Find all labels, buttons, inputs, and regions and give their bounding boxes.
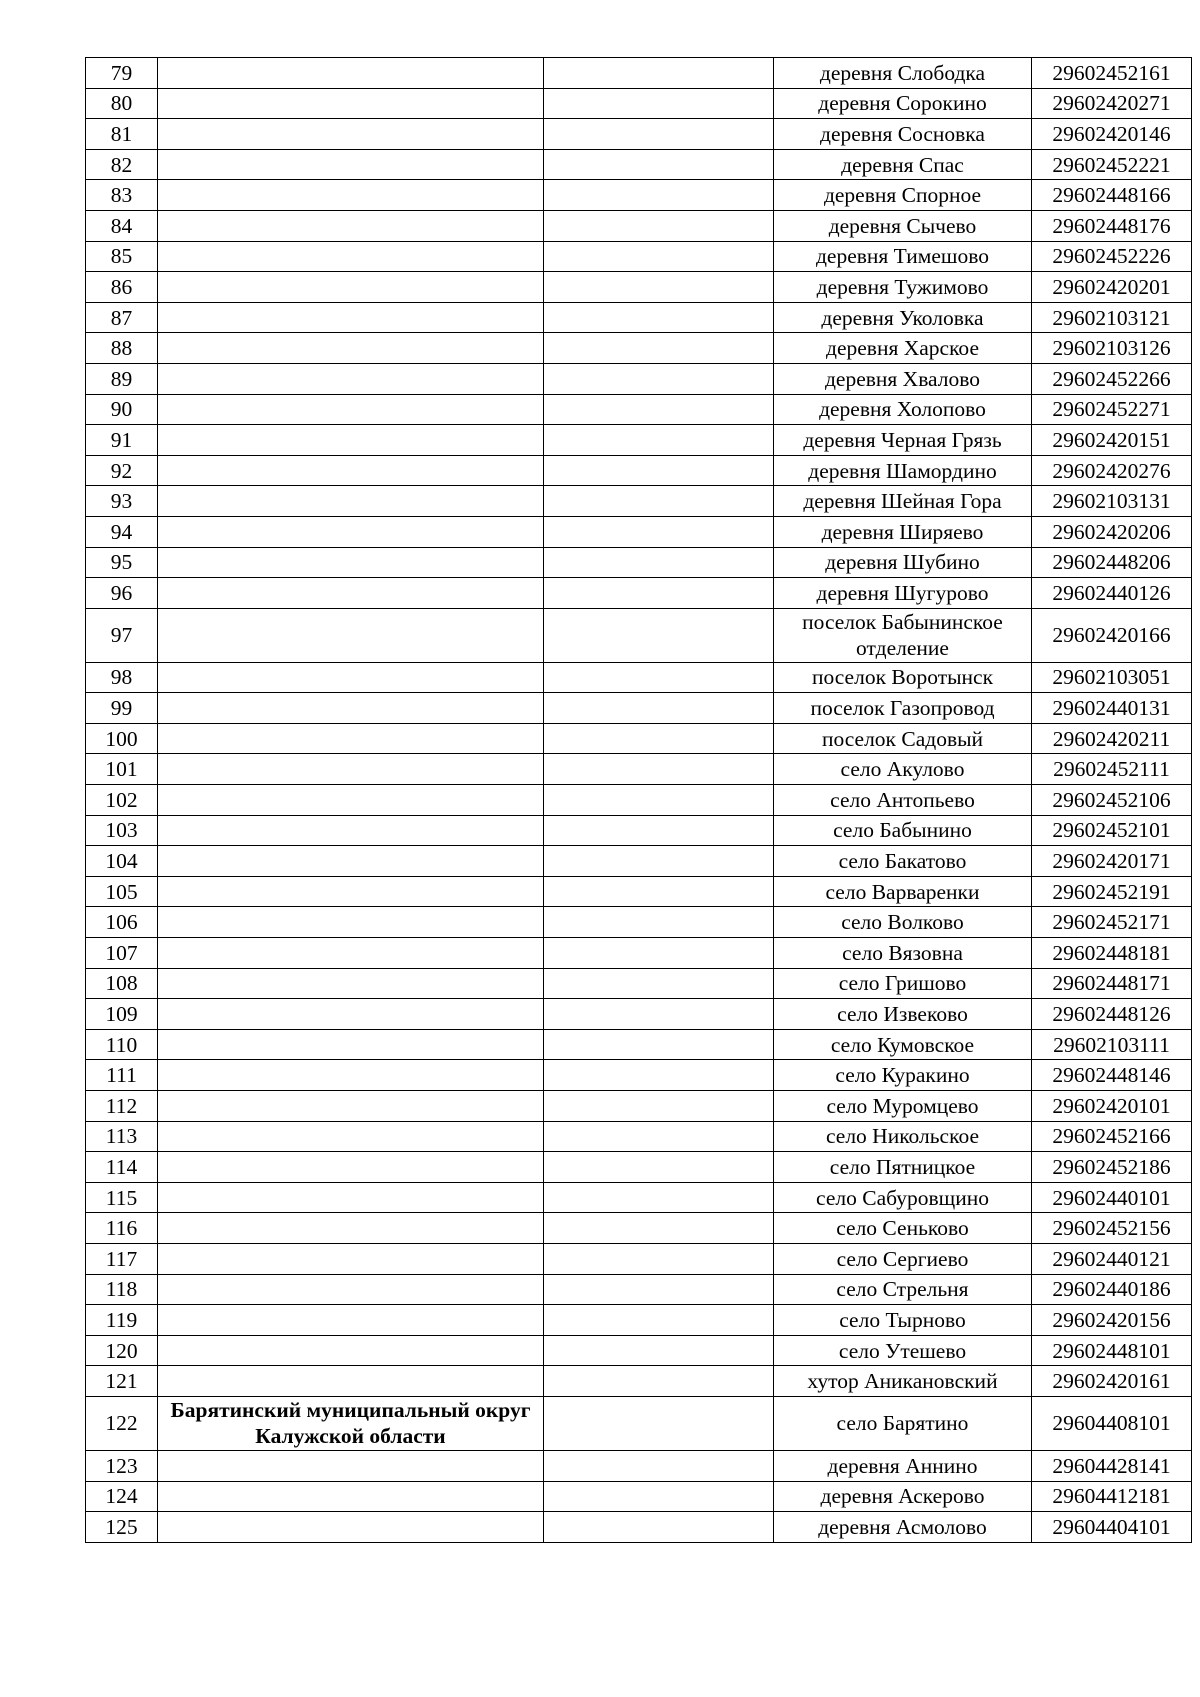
table-row	[86, 785, 1192, 816]
municipality-cell: Барятинский муниципальный округ Калужской области	[158, 1396, 544, 1450]
oktmo-code-cell: 29602103131	[1032, 486, 1192, 517]
municipality-cell	[158, 693, 544, 724]
row-number-cell: 89	[86, 363, 158, 394]
settlement-name-cell: село Извеково	[774, 999, 1032, 1030]
oktmo-code-cell: 29602420151	[1032, 425, 1192, 456]
row-number-cell: 124	[86, 1481, 158, 1512]
oktmo-code-cell: 29602420101	[1032, 1091, 1192, 1122]
oktmo-code-cell: 29602440121	[1032, 1243, 1192, 1274]
municipality-cell	[158, 302, 544, 333]
settlement-name-cell: деревня Шейная Гора	[774, 486, 1032, 517]
oktmo-code-cell: 29602420271	[1032, 88, 1192, 119]
settlement-name-cell: село Пятницкое	[774, 1152, 1032, 1183]
empty-cell	[544, 578, 774, 609]
oktmo-code-cell: 29602448126	[1032, 999, 1192, 1030]
municipality-cell	[158, 425, 544, 456]
oktmo-code-cell: 29602452101	[1032, 815, 1192, 846]
table-row	[86, 547, 1192, 578]
row-number-cell: 101	[86, 754, 158, 785]
municipality-cell	[158, 1335, 544, 1366]
municipality-cell	[158, 938, 544, 969]
table-row	[86, 1243, 1192, 1274]
oktmo-code-cell: 29602448176	[1032, 210, 1192, 241]
empty-cell	[544, 1450, 774, 1481]
municipality-cell	[158, 272, 544, 303]
municipality-cell	[158, 846, 544, 877]
empty-cell	[544, 1029, 774, 1060]
settlement-name-cell: село Никольское	[774, 1121, 1032, 1152]
municipality-cell	[158, 149, 544, 180]
row-number-cell: 115	[86, 1182, 158, 1213]
settlement-name-cell: деревня Асмолово	[774, 1512, 1032, 1543]
municipality-cell	[158, 1213, 544, 1244]
oktmo-code-cell: 29602440186	[1032, 1274, 1192, 1305]
empty-cell	[544, 907, 774, 938]
oktmo-code-cell: 29602452111	[1032, 754, 1192, 785]
oktmo-code-cell: 29602452106	[1032, 785, 1192, 816]
oktmo-code-cell: 29602452186	[1032, 1152, 1192, 1183]
oktmo-code-cell: 29602420166	[1032, 608, 1192, 662]
settlement-name-cell: село Стрельня	[774, 1274, 1032, 1305]
settlements-table	[85, 57, 1192, 1543]
municipality-cell	[158, 815, 544, 846]
settlement-name-cell: село Муромцево	[774, 1091, 1032, 1122]
settlement-name-cell: село Бакатово	[774, 846, 1032, 877]
table-row	[86, 58, 1192, 89]
settlement-name-cell: деревня Шубино	[774, 547, 1032, 578]
table-row	[86, 608, 1192, 662]
row-number-cell: 87	[86, 302, 158, 333]
settlement-name-cell: село Сергиево	[774, 1243, 1032, 1274]
municipality-cell	[158, 547, 544, 578]
settlement-name-cell: деревня Шамордино	[774, 455, 1032, 486]
municipality-cell	[158, 516, 544, 547]
empty-cell	[544, 999, 774, 1030]
settlement-name-cell: село Бабынино	[774, 815, 1032, 846]
table-row	[86, 578, 1192, 609]
row-number-cell: 100	[86, 723, 158, 754]
municipality-cell	[158, 1091, 544, 1122]
row-number-cell: 83	[86, 180, 158, 211]
settlement-name-cell: деревня Харское	[774, 333, 1032, 364]
row-number-cell: 94	[86, 516, 158, 547]
table-row	[86, 1481, 1192, 1512]
empty-cell	[544, 608, 774, 662]
row-number-cell: 121	[86, 1366, 158, 1397]
row-number-cell: 96	[86, 578, 158, 609]
table-row	[86, 1121, 1192, 1152]
municipality-cell	[158, 58, 544, 89]
oktmo-code-cell: 29604408101	[1032, 1396, 1192, 1450]
municipality-cell	[158, 394, 544, 425]
empty-cell	[544, 938, 774, 969]
oktmo-code-cell: 29602103111	[1032, 1029, 1192, 1060]
empty-cell	[544, 486, 774, 517]
empty-cell	[544, 1213, 774, 1244]
settlement-name-cell: село Вязовна	[774, 938, 1032, 969]
oktmo-code-cell: 29604404101	[1032, 1512, 1192, 1543]
empty-cell	[544, 815, 774, 846]
row-number-cell: 107	[86, 938, 158, 969]
table-row	[86, 1335, 1192, 1366]
row-number-cell: 108	[86, 968, 158, 999]
municipality-cell	[158, 754, 544, 785]
municipality-cell	[158, 333, 544, 364]
table-row	[86, 754, 1192, 785]
table-row	[86, 88, 1192, 119]
empty-cell	[544, 241, 774, 272]
row-number-cell: 117	[86, 1243, 158, 1274]
empty-cell	[544, 272, 774, 303]
municipality-cell	[158, 210, 544, 241]
settlement-name-cell: село Сабуровщино	[774, 1182, 1032, 1213]
settlement-name-cell: село Кумовское	[774, 1029, 1032, 1060]
oktmo-code-cell: 29602440131	[1032, 693, 1192, 724]
municipality-cell	[158, 1182, 544, 1213]
municipality-cell	[158, 999, 544, 1030]
settlement-name-cell: село Тырново	[774, 1305, 1032, 1336]
municipality-cell	[158, 1152, 544, 1183]
row-number-cell: 110	[86, 1029, 158, 1060]
municipality-cell	[158, 907, 544, 938]
oktmo-code-cell: 29602448101	[1032, 1335, 1192, 1366]
oktmo-code-cell: 29602448146	[1032, 1060, 1192, 1091]
empty-cell	[544, 455, 774, 486]
empty-cell	[544, 1121, 774, 1152]
row-number-cell: 99	[86, 693, 158, 724]
empty-cell	[544, 1396, 774, 1450]
empty-cell	[544, 785, 774, 816]
empty-cell	[544, 1152, 774, 1183]
empty-cell	[544, 149, 774, 180]
settlement-name-cell: поселок Газопровод	[774, 693, 1032, 724]
table-row	[86, 1213, 1192, 1244]
oktmo-code-cell: 29602448166	[1032, 180, 1192, 211]
municipality-cell	[158, 785, 544, 816]
table-row	[86, 180, 1192, 211]
municipality-cell	[158, 662, 544, 693]
municipality-cell	[158, 578, 544, 609]
row-number-cell: 82	[86, 149, 158, 180]
table-row	[86, 302, 1192, 333]
municipality-cell	[158, 1366, 544, 1397]
municipality-cell	[158, 363, 544, 394]
empty-cell	[544, 1366, 774, 1397]
municipality-cell	[158, 1029, 544, 1060]
empty-cell	[544, 119, 774, 150]
empty-cell	[544, 394, 774, 425]
table-row	[86, 662, 1192, 693]
empty-cell	[544, 876, 774, 907]
table-row	[86, 363, 1192, 394]
oktmo-code-cell: 29602452191	[1032, 876, 1192, 907]
row-number-cell: 123	[86, 1450, 158, 1481]
oktmo-code-cell: 29602452221	[1032, 149, 1192, 180]
row-number-cell: 113	[86, 1121, 158, 1152]
table-row	[86, 968, 1192, 999]
oktmo-code-cell: 29602420161	[1032, 1366, 1192, 1397]
table-row	[86, 907, 1192, 938]
table-row	[86, 938, 1192, 969]
table-row	[86, 1396, 1192, 1450]
row-number-cell: 93	[86, 486, 158, 517]
row-number-cell: 81	[86, 119, 158, 150]
oktmo-code-cell: 29602420211	[1032, 723, 1192, 754]
empty-cell	[544, 547, 774, 578]
settlement-name-cell: деревня Холопово	[774, 394, 1032, 425]
row-number-cell: 97	[86, 608, 158, 662]
row-number-cell: 114	[86, 1152, 158, 1183]
table-row	[86, 486, 1192, 517]
empty-cell	[544, 1481, 774, 1512]
settlement-name-cell: поселок Садовый	[774, 723, 1032, 754]
settlement-name-cell: деревня Тужимово	[774, 272, 1032, 303]
row-number-cell: 102	[86, 785, 158, 816]
settlement-name-cell: деревня Спорное	[774, 180, 1032, 211]
oktmo-code-cell: 29602448181	[1032, 938, 1192, 969]
municipality-cell	[158, 455, 544, 486]
municipality-cell	[158, 1512, 544, 1543]
table-row	[86, 241, 1192, 272]
table-row	[86, 455, 1192, 486]
oktmo-code-cell: 29602420146	[1032, 119, 1192, 150]
oktmo-code-cell: 29604428141	[1032, 1450, 1192, 1481]
table-row	[86, 119, 1192, 150]
settlement-name-cell: село Гришово	[774, 968, 1032, 999]
oktmo-code-cell: 29602103051	[1032, 662, 1192, 693]
row-number-cell: 88	[86, 333, 158, 364]
settlement-name-cell: село Утешево	[774, 1335, 1032, 1366]
row-number-cell: 92	[86, 455, 158, 486]
row-number-cell: 86	[86, 272, 158, 303]
table-row	[86, 1060, 1192, 1091]
oktmo-code-cell: 29602420276	[1032, 455, 1192, 486]
empty-cell	[544, 180, 774, 211]
oktmo-code-cell: 29602103126	[1032, 333, 1192, 364]
municipality-cell	[158, 968, 544, 999]
table-row	[86, 1450, 1192, 1481]
settlement-name-cell: село Антопьево	[774, 785, 1032, 816]
row-number-cell: 98	[86, 662, 158, 693]
settlement-name-cell: хутор Аникановский	[774, 1366, 1032, 1397]
municipality-cell	[158, 1450, 544, 1481]
table-row	[86, 394, 1192, 425]
oktmo-code-cell: 29602452166	[1032, 1121, 1192, 1152]
settlement-name-cell: деревня Черная Грязь	[774, 425, 1032, 456]
row-number-cell: 122	[86, 1396, 158, 1450]
municipality-cell	[158, 1121, 544, 1152]
settlement-name-cell: поселок Бабынинское отделение	[774, 608, 1032, 662]
row-number-cell: 118	[86, 1274, 158, 1305]
row-number-cell: 112	[86, 1091, 158, 1122]
empty-cell	[544, 333, 774, 364]
empty-cell	[544, 723, 774, 754]
empty-cell	[544, 1305, 774, 1336]
empty-cell	[544, 1182, 774, 1213]
oktmo-code-cell: 29602452161	[1032, 58, 1192, 89]
row-number-cell: 90	[86, 394, 158, 425]
empty-cell	[544, 516, 774, 547]
table-row	[86, 1152, 1192, 1183]
row-number-cell: 103	[86, 815, 158, 846]
table-row	[86, 333, 1192, 364]
empty-cell	[544, 363, 774, 394]
row-number-cell: 80	[86, 88, 158, 119]
settlement-name-cell: деревня Ширяево	[774, 516, 1032, 547]
municipality-cell	[158, 876, 544, 907]
settlement-name-cell: село Варваренки	[774, 876, 1032, 907]
oktmo-code-cell: 29602420201	[1032, 272, 1192, 303]
table-row	[86, 1091, 1192, 1122]
municipality-cell	[158, 723, 544, 754]
row-number-cell: 109	[86, 999, 158, 1030]
empty-cell	[544, 210, 774, 241]
table-row	[86, 1274, 1192, 1305]
row-number-cell: 116	[86, 1213, 158, 1244]
table-row	[86, 693, 1192, 724]
municipality-cell	[158, 180, 544, 211]
table-row	[86, 210, 1192, 241]
empty-cell	[544, 302, 774, 333]
empty-cell	[544, 693, 774, 724]
table-row	[86, 846, 1192, 877]
oktmo-code-cell: 29602420156	[1032, 1305, 1192, 1336]
row-number-cell: 125	[86, 1512, 158, 1543]
oktmo-code-cell: 29602452266	[1032, 363, 1192, 394]
municipality-cell	[158, 1305, 544, 1336]
empty-cell	[544, 662, 774, 693]
row-number-cell: 120	[86, 1335, 158, 1366]
table-row	[86, 149, 1192, 180]
empty-cell	[544, 1243, 774, 1274]
table-row	[86, 1182, 1192, 1213]
settlement-name-cell: деревня Шугурово	[774, 578, 1032, 609]
settlement-name-cell: деревня Тимешово	[774, 241, 1032, 272]
oktmo-code-cell: 29602448206	[1032, 547, 1192, 578]
row-number-cell: 106	[86, 907, 158, 938]
settlement-name-cell: село Акулово	[774, 754, 1032, 785]
row-number-cell: 104	[86, 846, 158, 877]
oktmo-code-cell: 29602103121	[1032, 302, 1192, 333]
municipality-cell	[158, 119, 544, 150]
row-number-cell: 84	[86, 210, 158, 241]
table-row	[86, 999, 1192, 1030]
table-row	[86, 1029, 1192, 1060]
table-row	[86, 723, 1192, 754]
table-row	[86, 876, 1192, 907]
table-row	[86, 516, 1192, 547]
settlement-name-cell: деревня Сосновка	[774, 119, 1032, 150]
row-number-cell: 105	[86, 876, 158, 907]
table-row	[86, 1305, 1192, 1336]
settlement-name-cell: деревня Сорокино	[774, 88, 1032, 119]
table-row	[86, 1512, 1192, 1543]
row-number-cell: 111	[86, 1060, 158, 1091]
oktmo-code-cell: 29602440101	[1032, 1182, 1192, 1213]
oktmo-code-cell: 29604412181	[1032, 1481, 1192, 1512]
row-number-cell: 79	[86, 58, 158, 89]
oktmo-code-cell: 29602452271	[1032, 394, 1192, 425]
table-row	[86, 815, 1192, 846]
oktmo-code-cell: 29602420206	[1032, 516, 1192, 547]
oktmo-code-cell: 29602452156	[1032, 1213, 1192, 1244]
municipality-cell	[158, 1060, 544, 1091]
settlements-table-body	[86, 58, 1192, 1543]
settlement-name-cell: деревня Слободка	[774, 58, 1032, 89]
municipality-cell	[158, 1243, 544, 1274]
row-number-cell: 119	[86, 1305, 158, 1336]
settlement-name-cell: село Барятино	[774, 1396, 1032, 1450]
table-row	[86, 272, 1192, 303]
municipality-cell	[158, 1274, 544, 1305]
empty-cell	[544, 1274, 774, 1305]
settlement-name-cell: деревня Уколовка	[774, 302, 1032, 333]
settlement-name-cell: деревня Аскерово	[774, 1481, 1032, 1512]
oktmo-code-cell: 29602448171	[1032, 968, 1192, 999]
empty-cell	[544, 1060, 774, 1091]
empty-cell	[544, 425, 774, 456]
municipality-cell	[158, 608, 544, 662]
municipality-cell	[158, 88, 544, 119]
empty-cell	[544, 1091, 774, 1122]
empty-cell	[544, 846, 774, 877]
settlement-name-cell: село Волково	[774, 907, 1032, 938]
settlement-name-cell: поселок Воротынск	[774, 662, 1032, 693]
row-number-cell: 95	[86, 547, 158, 578]
settlement-name-cell: село Куракино	[774, 1060, 1032, 1091]
row-number-cell: 85	[86, 241, 158, 272]
oktmo-code-cell: 29602452226	[1032, 241, 1192, 272]
settlement-name-cell: деревня Сычево	[774, 210, 1032, 241]
empty-cell	[544, 968, 774, 999]
empty-cell	[544, 88, 774, 119]
row-number-cell: 91	[86, 425, 158, 456]
table-row	[86, 425, 1192, 456]
municipality-cell	[158, 241, 544, 272]
settlement-name-cell: село Сеньково	[774, 1213, 1032, 1244]
municipality-cell	[158, 486, 544, 517]
settlement-name-cell: деревня Спас	[774, 149, 1032, 180]
oktmo-code-cell: 29602420171	[1032, 846, 1192, 877]
empty-cell	[544, 754, 774, 785]
empty-cell	[544, 1512, 774, 1543]
municipality-cell	[158, 1481, 544, 1512]
settlement-name-cell: деревня Аннино	[774, 1450, 1032, 1481]
empty-cell	[544, 58, 774, 89]
oktmo-code-cell: 29602440126	[1032, 578, 1192, 609]
empty-cell	[544, 1335, 774, 1366]
table-row	[86, 1366, 1192, 1397]
oktmo-code-cell: 29602452171	[1032, 907, 1192, 938]
settlement-name-cell: деревня Хвалово	[774, 363, 1032, 394]
